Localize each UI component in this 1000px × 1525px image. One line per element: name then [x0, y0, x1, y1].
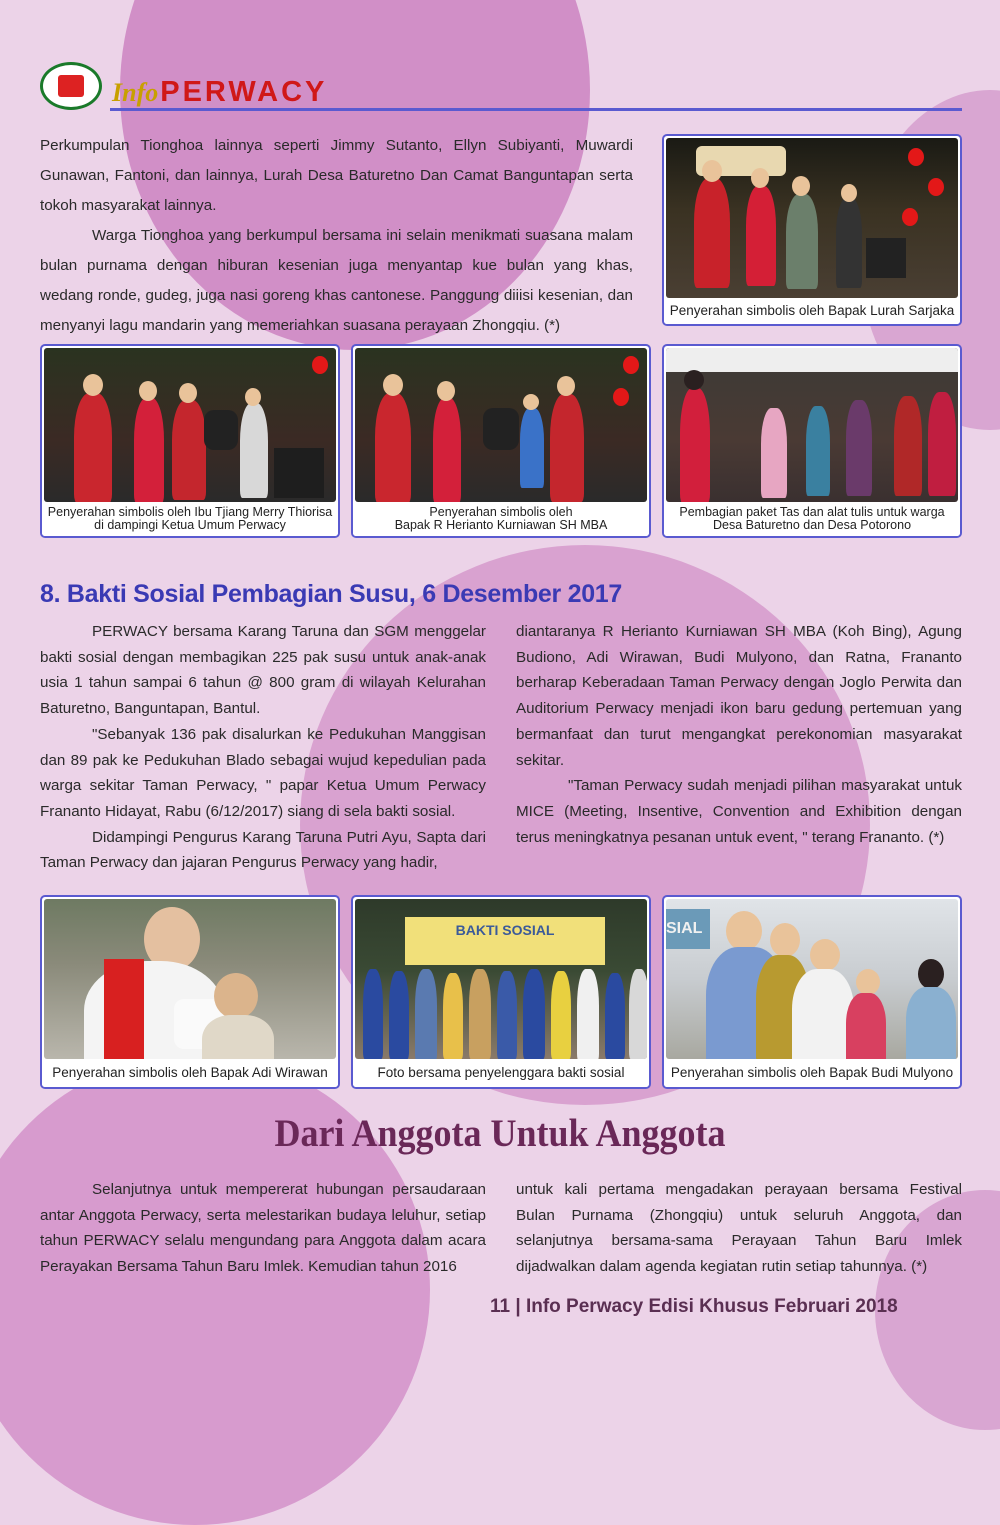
header-divider	[110, 108, 962, 111]
photo-image	[666, 138, 958, 298]
photo-lurah-sarjaka	[662, 134, 962, 326]
photo-adi-wirawan	[40, 895, 340, 1089]
caption-line: Bapak R Herianto Kurniawan SH MBA	[394, 518, 608, 532]
paragraph: "Sebanyak 136 pak disalurkan ke Pedukuhan Manggisan dan 89 pak ke Pedukuhan Blado sebagai wujud kepedulian pada warga sekitar Taman Perwacy, " papar Ketua Umum Perwacy Frananto Hidayat, Rabu (6/12/2017) siang di sela bakti sosial.	[40, 725, 486, 820]
intro-paragraph-1: Perkumpulan Tionghoa lainnya seperti Jimmy Sutanto, Ellyn Subiyanti, Muwardi Gunawan, Fantoni, dan lainnya, Lurah Desa Baturetno Dan Camat Banguntapan serta tokoh masyarakat lainnya.	[40, 137, 633, 214]
photo-caption: Penyerahan simbolis oleh Bapak Budi Mulyono	[664, 1059, 960, 1087]
photo-image	[355, 348, 647, 502]
paragraph: diantaranya R Herianto Kurniawan SH MBA (Koh Bing), Agung Budiono, Adi Wirawan, Budi Mulyono, dan Ratna, Frananto berharap Keberadaan Taman Perwacy dengan Joglo Perwita dan Auditorium Perwacy menjadi ikon baru gedung pertemuan yang bermanfaat dan turut mengangkat perekonomian masyarakat sekitar.	[516, 623, 962, 769]
section8-left-column	[40, 619, 486, 876]
perwacy-logo	[40, 62, 102, 110]
brand-prefix: Info	[112, 78, 159, 107]
anggota-left-column	[40, 1177, 486, 1280]
banner-text: BAKTI SOSIAL	[405, 917, 605, 965]
intro-paragraph-2: Warga Tionghoa yang berkumpul bersama ini selain menikmati suasana malam bulan purnama dengan hiburan kesenian juga menyantap kue bulan yang khas, wedang ronde, gudeg, juga nasi goreng khas cantonese. Panggung diiisi kesenian, dan menyanyi lagu mandarin yang memeriahkan suasana perayaan Zhongqiu. (*)	[40, 227, 633, 334]
photo-image	[666, 899, 958, 1059]
photo-caption: Foto bersama penyelenggara bakti sosial	[353, 1059, 649, 1087]
caption-line: Pembagian paket Tas dan alat tulis untuk warga	[679, 505, 945, 519]
photo-image	[44, 899, 336, 1059]
caption-line: Penyerahan simbolis oleh	[429, 505, 573, 519]
section-title: 8. Bakti Sosial Pembagian Susu, 6 Desember 2017	[40, 580, 623, 608]
photo-image	[355, 899, 647, 1059]
caption-line: Desa Baturetno dan Desa Potorono	[712, 518, 912, 532]
paragraph: untuk kali pertama mengadakan perayaan bersama Festival Bulan Purnama (Zhongqiu) untuk seluruh Anggota, dan selanjutnya bersama-sama Perayaan Tahun Baru Imlek dijadwalkan dalam agenda kegiatan rutin setiap tahunnya. (*)	[516, 1181, 962, 1276]
anggota-right-column	[516, 1177, 962, 1280]
page-header	[40, 62, 962, 112]
photo-pembagian-paket	[662, 344, 962, 538]
section-heading: Dari Anggota Untuk Anggota	[274, 1111, 726, 1155]
photo-caption	[42, 502, 338, 536]
brand-title	[112, 76, 327, 109]
photo-foto-bersama	[351, 895, 651, 1089]
intro-text	[40, 131, 633, 341]
caption-line: Penyerahan simbolis oleh Ibu Tjiang Merry Thiorisa	[47, 505, 333, 519]
photo-caption: Penyerahan simbolis oleh Bapak Adi Wirawan	[42, 1059, 338, 1087]
photo-merry-thiorisa	[40, 344, 340, 538]
paragraph: "Taman Perwacy sudah menjadi pilihan masyarakat untuk MICE (Meeting, Insentive, Convention and Exhibition dengan terus meningkatnya pesanan untuk event, " terang Frananto. (*)	[516, 777, 962, 846]
photo-caption	[353, 502, 649, 536]
caption-line: di dampingi Ketua Umum Perwacy	[94, 518, 286, 532]
photo-caption	[664, 502, 960, 536]
section8-right-column	[516, 619, 962, 850]
page-footer: 11 | Info Perwacy Edisi Khusus Februari 2018	[490, 1296, 898, 1317]
photo-image	[44, 348, 336, 502]
photo-image	[666, 348, 958, 502]
banner-text: SIAL	[666, 909, 710, 949]
paragraph: Selanjutnya untuk mempererat hubungan persaudaraan antar Anggota Perwacy, serta melestarikan budaya leluhur, setiap tahun PERWACY selalu mengundang para Anggota dalam acara Perayakan Bersama Tahun Baru Imlek. Kemudian tahun 2016	[40, 1181, 486, 1276]
photo-herianto	[351, 344, 651, 538]
photo-caption: Penyerahan simbolis oleh Bapak Lurah Sarjaka	[664, 298, 960, 324]
paragraph: PERWACY bersama Karang Taruna dan SGM menggelar bakti sosial dengan membagikan 225 pak susu untuk anak-anak usia 1 tahun sampai 6 tahun @ 800 gram di wilayah Kelurahan Baturetno, Banguntapan, Bantul.	[40, 623, 486, 718]
paragraph: Didampingi Pengurus Karang Taruna Putri Ayu, Sapta dari Taman Perwacy dan jajaran Pengurus Perwacy yang hadir,	[40, 828, 486, 872]
brand-name: PERWACY	[160, 76, 328, 108]
photo-budi-mulyono	[662, 895, 962, 1089]
